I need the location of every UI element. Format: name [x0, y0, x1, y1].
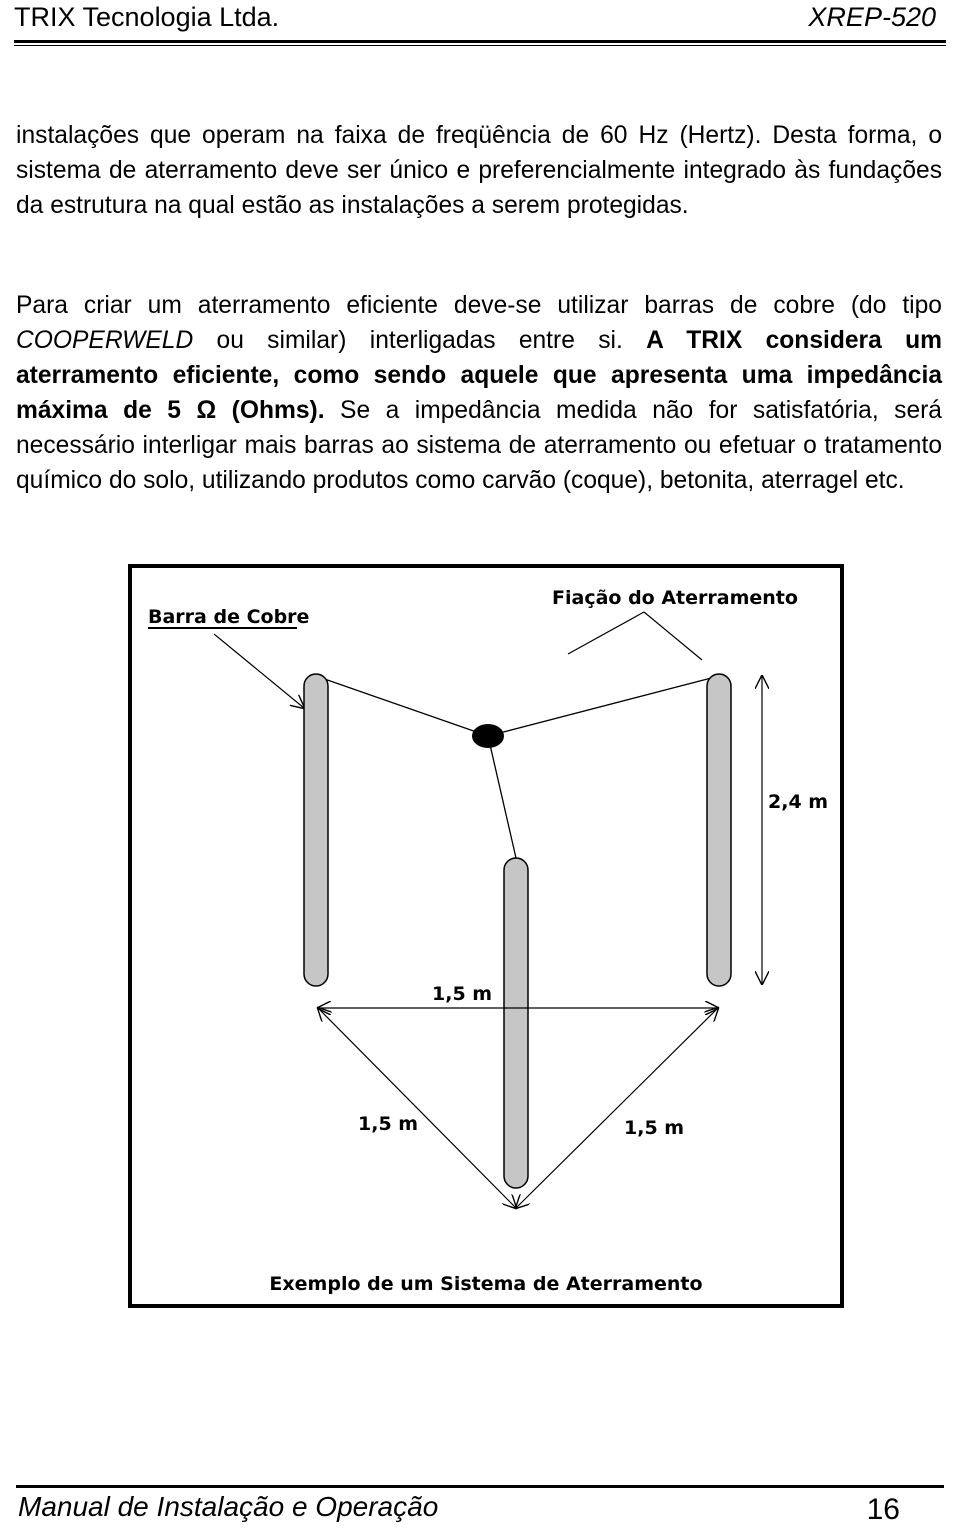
- paragraph-1-text: instalações que operam na faixa de freqüência de 60 Hz (Hertz). Desta forma, o sistema de aterramento deve ser único e preferencialmente integrado às fundações da estrutura na qual estão as instalações a serem protegidas.: [16, 122, 942, 219]
- page-header: [14, 0, 946, 46]
- label-spacing-top: 1,5 m: [432, 983, 493, 1005]
- pointer-wiring-left: [568, 612, 644, 654]
- paragraph-2: [16, 288, 942, 498]
- label-ground-wiring: Fiação do Aterramento: [552, 587, 798, 609]
- figure-caption: Exemplo de um Sistema de Aterramento: [269, 1273, 703, 1295]
- page-footer: [16, 1485, 944, 1531]
- pointer-wiring-right: [644, 612, 702, 660]
- label-spacing-left: 1,5 m: [358, 1113, 419, 1135]
- page-number: 16: [866, 1493, 900, 1526]
- arrow-to-rod: [214, 634, 304, 708]
- spacing-right-line: [516, 1008, 718, 1208]
- wiring-junction: [472, 724, 504, 748]
- label-copper-rod: Barra de Cobre: [148, 606, 310, 628]
- label-spacing-right: 1,5 m: [624, 1117, 685, 1139]
- spacing-left-line: [318, 1008, 516, 1208]
- paragraph-2-emphasis: A TRIX considera um aterramento eficiente, como sendo aquele que apresenta uma impedância máxima de 5 Ω (Ohms).: [16, 327, 942, 424]
- wire-left: [316, 676, 488, 736]
- copper-rod-right: [707, 674, 731, 986]
- wire-center: [488, 736, 516, 858]
- wire-right: [488, 676, 719, 736]
- manual-title: Manual de Instalação e Operação: [18, 1491, 439, 1522]
- document-id: XREP-520: [808, 2, 936, 32]
- footer-rule: [16, 1485, 944, 1488]
- paragraph-2-part2: ou similar) interligadas entre si.: [193, 327, 647, 354]
- label-height: 2,4 m: [768, 791, 829, 813]
- grounding-diagram-svg: [132, 568, 840, 1304]
- brand-name: COOPERWELD: [16, 327, 194, 354]
- copper-rod-center: [504, 858, 528, 1188]
- header-rule: [14, 40, 946, 46]
- paragraph-2-part3: Se a impedância medida não for satisfatória, será necessário interligar mais barras ao sistema de aterramento ou efetuar o tratamento químico do solo, utilizando produtos como carvão (coque), betonita, aterragel etc.: [16, 397, 942, 494]
- company-name: TRIX Tecnologia Ltda.: [14, 2, 280, 32]
- paragraph-1: [16, 118, 942, 223]
- paragraph-2-part1: Para criar um aterramento eficiente deve-se utilizar barras de cobre (do tipo: [16, 292, 942, 319]
- grounding-diagram: [128, 564, 844, 1308]
- copper-rod-left: [304, 674, 328, 986]
